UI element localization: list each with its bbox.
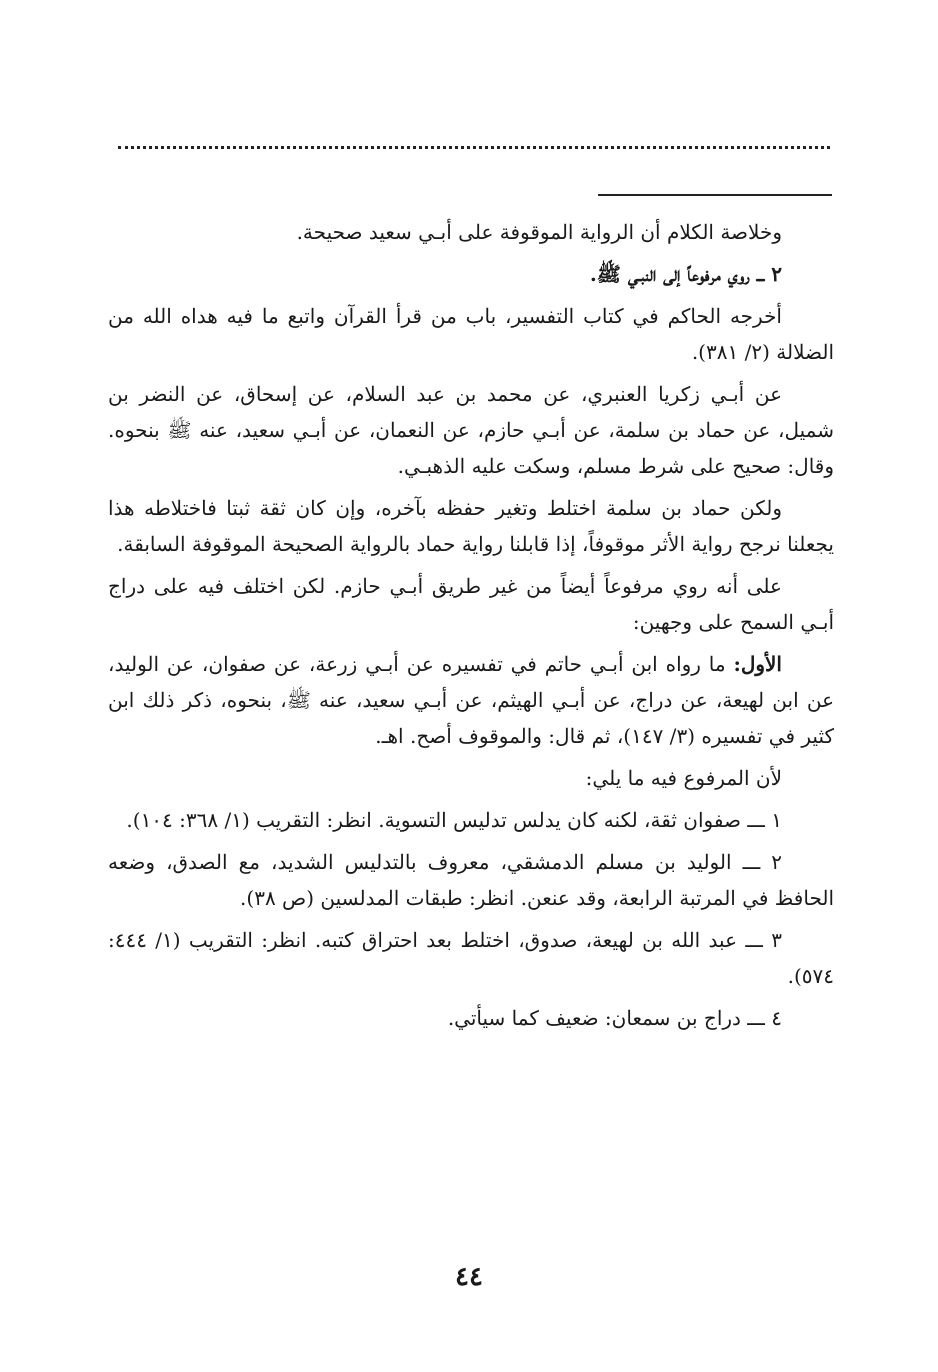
page-number: ٤٤	[455, 1262, 483, 1292]
list-item-walid: ٢ ـــ الوليد بن مسلم الدمشقي، معروف بالتدليس الشديد، مع الصدق، وضعه الحافظ في المرتبة الرابعة، وقد عنعن. انظر: طبقات المدلسين (ص ٣٨).	[108, 850, 834, 910]
section-rule	[598, 194, 832, 196]
page-body	[108, 214, 834, 1042]
paragraph-heading-marfu: ٢ ـــ روي مرفوعاً إلى النبـي ﷺ.	[589, 262, 782, 286]
paragraph-isnad: عن أبـي زكريا العنبري، عن محمد بن عبد السلام، عن إسحاق، عن النضر بن شميل، عن حماد بن سلمة، عن أبـي حازم، عن النعمان، عن أبـي سعيد، عنه ﷺ بنحوه. وقال: صحيح على شرط مسلم، وسكت عليه الذهبـي.	[108, 382, 834, 478]
paragraph-reasons: لأن المرفوع فيه ما يلي:	[585, 766, 782, 790]
paragraph-hakim: أخرجه الحاكم في كتاب التفسير، باب من قرأ القرآن واتبع ما فيه هداه الله من الضلالة (٢/ ٣٨١).	[108, 304, 834, 364]
paragraph-hammad: ولكن حماد بن سلمة اختلط وتغير حفظه بآخره، وإن كان ثقة ثبتا فاختلاطه هذا يجعلنا نرجح رواية الأثر موقوفاً، إذا قابلنا رواية حماد بالرواية الصحيحة الموقوفة السابقة.	[108, 496, 834, 556]
paragraph-first-way	[108, 646, 834, 754]
first-way-text: ما رواه ابن أبـي حاتم في تفسيره عن أبـي زرعة، عن صفوان، عن الوليد، عن ابن لهيعة، عن دراج، عن أبـي الهيثم، عن أبـي سعيد، عنه ﷺ، بنحوه، ذكر ذلك ابن كثير في تفسيره (٣/ ١٤٧)، ثم قال: والموقوف أصح. اهـ.	[108, 652, 834, 748]
paragraph-summary: وخلاصة الكلام أن الرواية الموقوفة على أبـي سعيد صحيحة.	[296, 220, 782, 244]
first-way-label: الأول:	[733, 652, 782, 676]
list-item-safwan: ١ ـــ صفوان ثقة، لكنه كان يدلس تدليس التسوية. انظر: التقريب (١/ ٣٦٨: ١٠٤).	[126, 808, 782, 832]
list-item-darraj: ٤ ـــ دراج بن سمعان: ضعيف كما سيأتي.	[447, 1006, 782, 1030]
paragraph-other-route: على أنه روي مرفوعاً أيضاً من غير طريق أبـي حازم. لكن اختلف فيه على دراج أبـي السمح على وجهين:	[108, 574, 834, 634]
list-item-ibn-lahia: ٣ ـــ عبد الله بن لهيعة، صدوق، اختلط بعد احتراق كتبه. انظر: التقريب (١/ ٤٤٤: ٥٧٤).	[108, 928, 834, 988]
header-dotted-rule	[118, 146, 830, 149]
